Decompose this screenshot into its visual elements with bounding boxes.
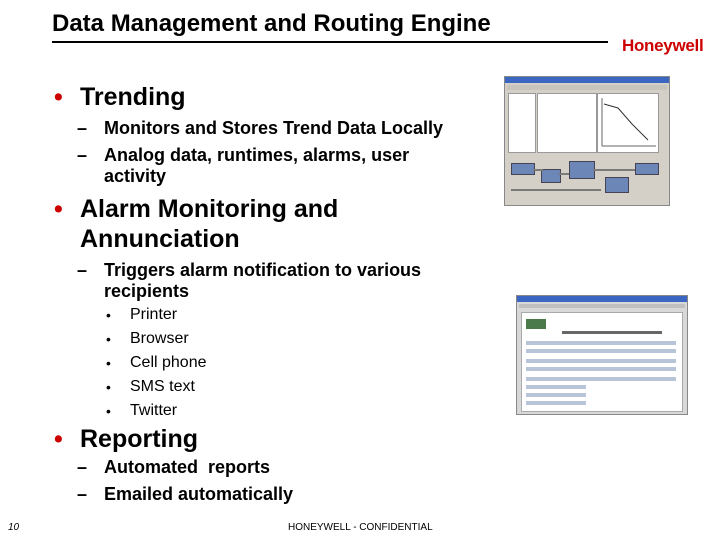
section-heading: Reporting xyxy=(80,425,199,453)
bullet-icon: • xyxy=(106,307,111,323)
recipient-item: • Browser xyxy=(130,327,189,351)
subitem: – Triggers alarm notification to various recipients xyxy=(77,260,422,301)
dash-icon: – xyxy=(77,484,88,504)
subitem: – Automated reports xyxy=(77,457,271,477)
recipient-item: • SMS text xyxy=(130,375,195,399)
recipient-item: • Cell phone xyxy=(130,351,207,375)
dash-icon: – xyxy=(77,118,88,138)
trending-screenshot xyxy=(504,76,670,206)
subitem: – Emailed automatically xyxy=(77,484,294,504)
trend-plot-icon xyxy=(598,94,658,152)
bullet-icon: • xyxy=(54,425,63,453)
bullet-icon: • xyxy=(106,403,111,419)
honeywell-logo: Honeywell xyxy=(622,36,704,55)
recipient-item: • Printer xyxy=(130,303,177,327)
title-divider xyxy=(52,41,608,43)
bullet-icon: • xyxy=(54,195,63,223)
section-heading: Trending xyxy=(80,83,186,111)
bullet-trending xyxy=(54,82,186,112)
bullet-icon: • xyxy=(106,331,111,347)
alarm-config-screenshot xyxy=(516,295,688,415)
bullet-icon: • xyxy=(106,379,111,395)
subitem: – Monitors and Stores Trend Data Locally xyxy=(77,118,444,138)
slide-title: Data Management and Routing Engine xyxy=(52,10,491,37)
page-number: 10 xyxy=(8,522,20,533)
bullet-alarm xyxy=(54,194,420,254)
dash-icon: – xyxy=(77,145,88,165)
bullet-icon: • xyxy=(106,355,111,371)
dash-icon: – xyxy=(77,260,88,280)
bullet-icon: • xyxy=(54,83,63,111)
confidential-notice: HONEYWELL - CONFIDENTIAL xyxy=(288,522,433,533)
recipient-item: • Twitter xyxy=(130,399,177,423)
subitem: – Analog data, runtimes, alarms, user activity xyxy=(77,145,410,186)
dash-icon: – xyxy=(77,457,88,477)
bullet-reporting xyxy=(54,424,199,454)
section-heading: Alarm Monitoring and Annunciation xyxy=(80,195,339,253)
